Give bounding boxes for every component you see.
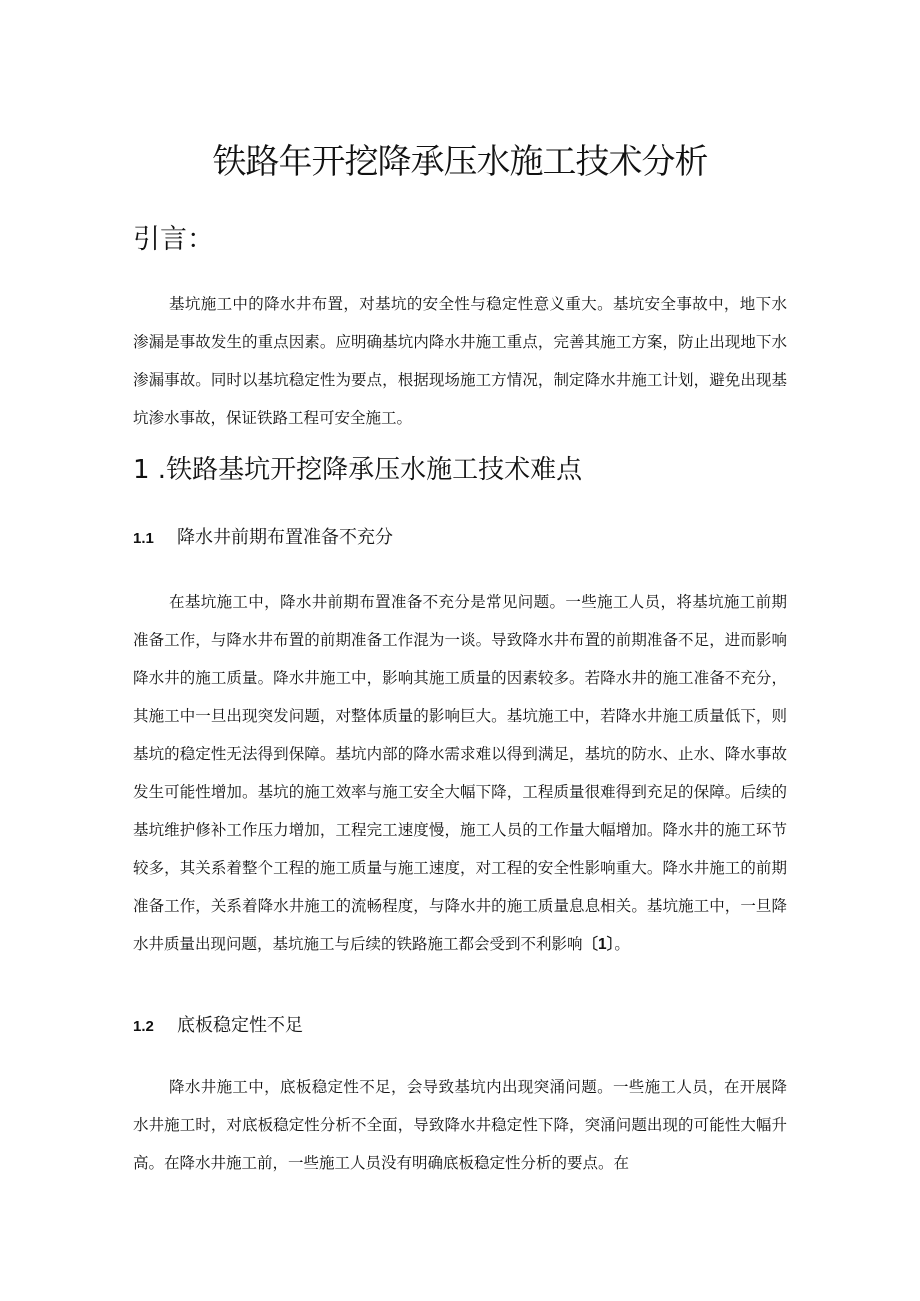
document-title: 铁路年开挖降承压水施工技术分析 xyxy=(212,142,708,182)
subsection-1-1-text: 在基坑施工中，降水井前期布置准备不充分是常见问题。一些施工人员，将基坑施工前期准备工作，与降水井布置的前期准备工作混为一谈。导致降水井布置的前期准备不足，进而影响降水井的施工质量。降水井施工中，影响其施工质量的因素较多。若降水井的施工准备不充分，其施工中一旦出现突发问题，对整体质量的影响巨大。基坑施工中，若降水井施工质量低下，则基坑的稳定性无法得到保障。基坑内部的降水需求难以得到满足，基坑的防水、止水、降水事故发生可能性增加。基坑的施工效率与施工安全大幅下降，工程质量很难得到充足的保障。后续的基坑维护修补工作压力增加，工程完工速度慢，施工人员的工作量大幅增加。降水井的施工环节较多，其关系着整个工程的施工质量与施工速度，对工程的安全性影响重大。降水井施工的前期准备工作，关系着降水井施工的流畅程度，与降水井的施工质量息息相关。基坑施工中，一旦降水井质量出现问题，基坑施工与后续的铁路施工都会受到不利影响 xyxy=(133,593,787,953)
subsection-1-2-title: 底板稳定性不足 xyxy=(177,1015,303,1036)
subsection-1-1-heading xyxy=(133,522,393,555)
paragraph-end-punctuation: 。 xyxy=(614,935,630,953)
subsection-1-2-paragraph: 降水井施工中，底板稳定性不足，会导致基坑内出现突涌问题。一些施工人员，在开展降水井施工时，对底板稳定性分析不全面，导致降水井稳定性下降，突涌问题出现的可能性大幅升高。在降水井施工前，一些施工人员没有明确底板稳定性分析的要点。在 xyxy=(133,1078,787,1172)
subsection-1-2-number: 1.2 xyxy=(133,1018,154,1035)
subsection-1-1-title: 降水井前期布置准备不充分 xyxy=(177,527,393,548)
subsection-1-2-heading xyxy=(133,1010,303,1043)
citation-reference: 〔1〕 xyxy=(582,936,615,953)
section-1-heading: 1 .铁路基坑开挖降承压水施工技术难点 xyxy=(133,455,583,485)
subsection-1-1-paragraph xyxy=(133,583,787,964)
intro-paragraph: 基坑施工中的降水井布置，对基坑的安全性与稳定性意义重大。基坑安全事故中，地下水渗漏是事故发生的重点因素。应明确基坑内降水井施工重点，完善其施工方案，防止出现地下水渗漏事故。同时以基坑稳定性为要点，根据现场施工方情况，制定降水井施工计划，避免出现基坑渗水事故，保证铁路工程可安全施工。 xyxy=(133,295,787,427)
subsection-1-1-number: 1.1 xyxy=(133,530,154,547)
intro-heading: 引言： xyxy=(133,224,214,255)
